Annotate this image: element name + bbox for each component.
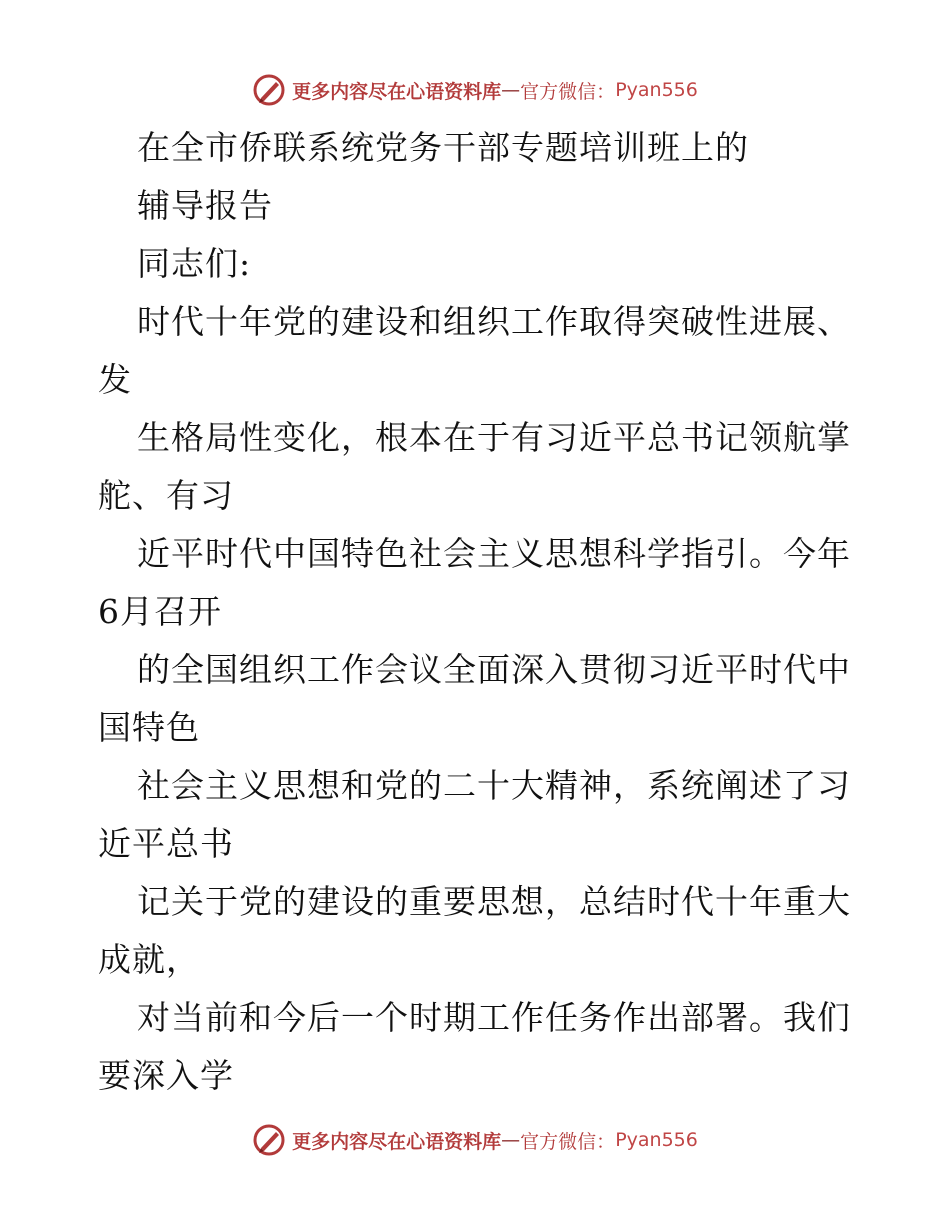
salutation: 同志们: [137, 244, 252, 283]
pen-circle-logo-icon [252, 73, 286, 107]
paragraph-line: 舵、有习 [98, 476, 234, 515]
paragraph-line: 6月召开 [98, 592, 222, 631]
wechat-label: 官方微信： [520, 1130, 616, 1153]
paragraph-line: 的全国组织工作会议全面深入贯彻习近平时代中 [137, 650, 851, 689]
header-watermark-banner [0, 70, 950, 110]
paragraph-line: 国特色 [98, 708, 200, 747]
paragraph-line: 记关于党的建设的重要思想，总结时代十年重大 [137, 882, 851, 921]
banner-text: 更多内容尽在心语资料库 [292, 1130, 502, 1153]
paragraph-line: 社会主义思想和党的二十大精神，系统阐述了习 [137, 766, 851, 805]
banner-dash: — [501, 1129, 521, 1151]
footer-watermark-banner [0, 1120, 950, 1160]
wechat-id: Pyan556 [615, 79, 698, 101]
title-line-2: 辅导报告 [137, 186, 273, 225]
paragraph-line: 近平时代中国特色社会主义思想科学指引。今年 [137, 534, 851, 573]
paragraph-line: 近平总书 [98, 824, 234, 863]
banner-dash: — [501, 79, 521, 101]
paragraph-line: 成就， [98, 940, 200, 979]
pen-circle-logo-icon [252, 1123, 286, 1157]
paragraph-line: 发 [98, 360, 132, 399]
paragraph-line: 生格局性变化，根本在于有习近平总书记领航掌 [137, 418, 851, 457]
paragraph-line: 时代十年党的建设和组织工作取得突破性进展、 [137, 302, 851, 341]
wechat-label: 官方微信： [520, 80, 616, 103]
wechat-id: Pyan556 [615, 1129, 698, 1151]
paragraph-line: 要深入学 [98, 1056, 234, 1095]
title-line-1: 在全市侨联系统党务干部专题培训班上的 [137, 128, 749, 167]
paragraph-line: 对当前和今后一个时期工作任务作出部署。我们 [137, 998, 851, 1037]
banner-text: 更多内容尽在心语资料库 [292, 80, 502, 103]
